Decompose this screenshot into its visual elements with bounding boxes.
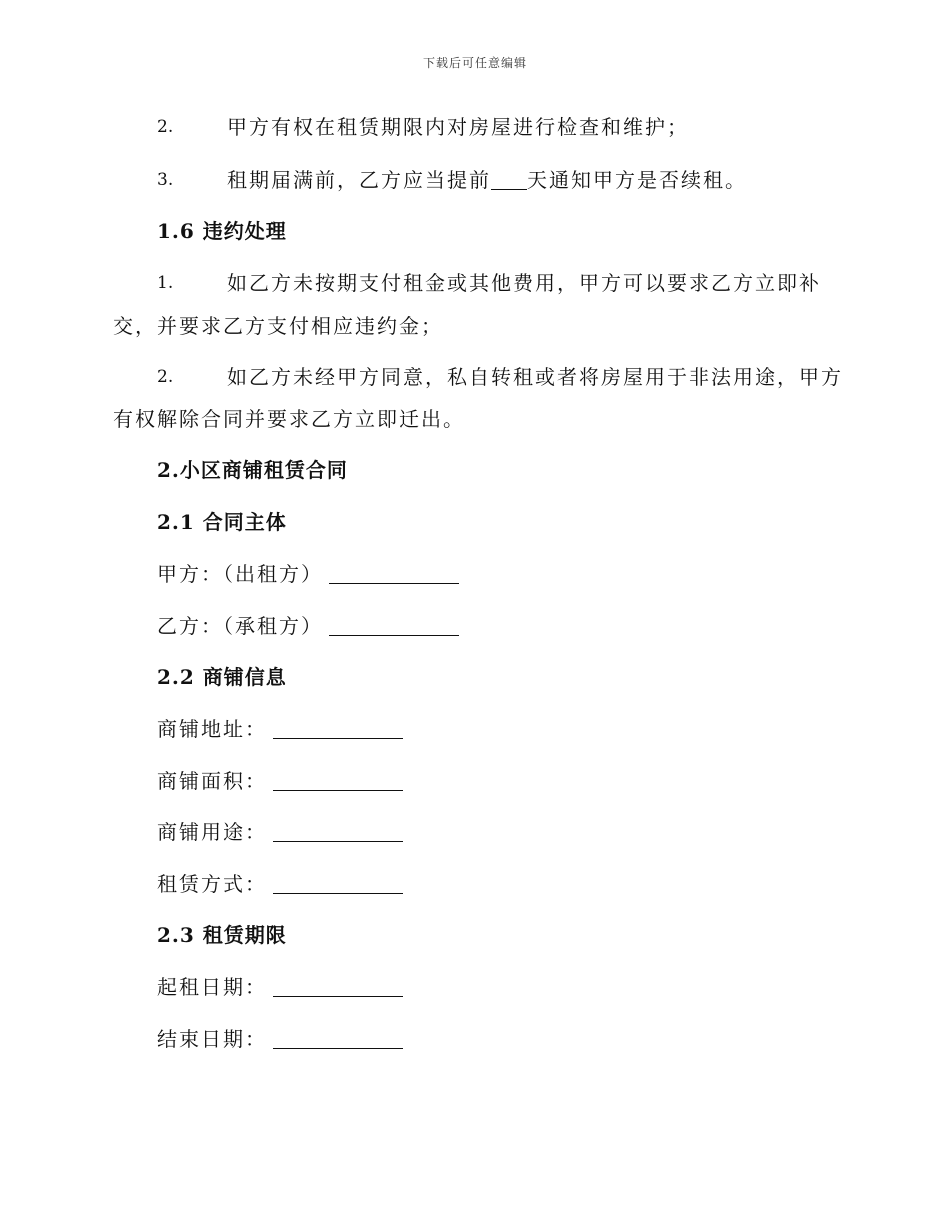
item-number: 1.: [157, 273, 174, 293]
section-title: 2.小区商铺租赁合同: [157, 458, 348, 482]
party-a-blank: [329, 565, 459, 584]
item-text-line2: 交，并要求乙方支付相应违约金；: [113, 314, 443, 338]
item-text-after: 天通知甲方是否续租。: [527, 168, 747, 192]
end-date-blank: [273, 1030, 403, 1049]
field-label: 租赁方式：: [157, 872, 267, 896]
start-date-field: [157, 977, 403, 997]
shop-usage-field: [157, 822, 403, 842]
field-label: 商铺地址：: [157, 717, 267, 741]
party-a-field: [157, 564, 459, 584]
shop-area-blank: [273, 772, 403, 791]
party-b-field: [157, 616, 459, 636]
field-label: 商铺用途：: [157, 820, 267, 844]
item-text: 甲方有权在租赁期限内对房屋进行检查和维护；: [227, 115, 689, 139]
shop-address-blank: [273, 720, 403, 739]
field-label: 结束日期：: [157, 1027, 267, 1051]
header-note: 下载后可任意编辑: [422, 56, 527, 70]
shop-address-field: [157, 719, 403, 739]
lease-method-blank: [273, 875, 403, 894]
item-number: 3.: [157, 170, 174, 190]
lease-method-field: [157, 874, 403, 894]
days-blank: [491, 171, 527, 190]
item-number: 2.: [157, 117, 174, 137]
item-number: 2.: [157, 367, 174, 387]
section-heading: 2.3 租赁期限: [157, 923, 287, 947]
field-label: 乙方：（承租方）: [157, 614, 323, 638]
field-label: 甲方：（出租方）: [157, 562, 323, 586]
field-label: 起租日期：: [157, 975, 267, 999]
end-date-field: [157, 1029, 403, 1049]
item-text-before: 租期届满前，乙方应当提前: [227, 168, 491, 192]
start-date-blank: [273, 978, 403, 997]
shop-area-field: [157, 771, 403, 791]
item-text-line2: 有权解除合同并要求乙方立即迁出。: [113, 407, 465, 431]
section-heading: 2.1 合同主体: [157, 510, 287, 534]
field-label: 商铺面积：: [157, 769, 267, 793]
item-text-line1: 如乙方未按期支付租金或其他费用，甲方可以要求乙方立即补: [227, 271, 821, 295]
shop-usage-blank: [273, 823, 403, 842]
item-text: [227, 170, 747, 190]
section-heading: 2.2 商铺信息: [157, 665, 287, 689]
item-text-line1: 如乙方未经甲方同意，私自转租或者将房屋用于非法用途，甲方: [227, 365, 843, 389]
section-heading: 1.6 违约处理: [157, 219, 287, 243]
party-b-blank: [329, 617, 459, 636]
